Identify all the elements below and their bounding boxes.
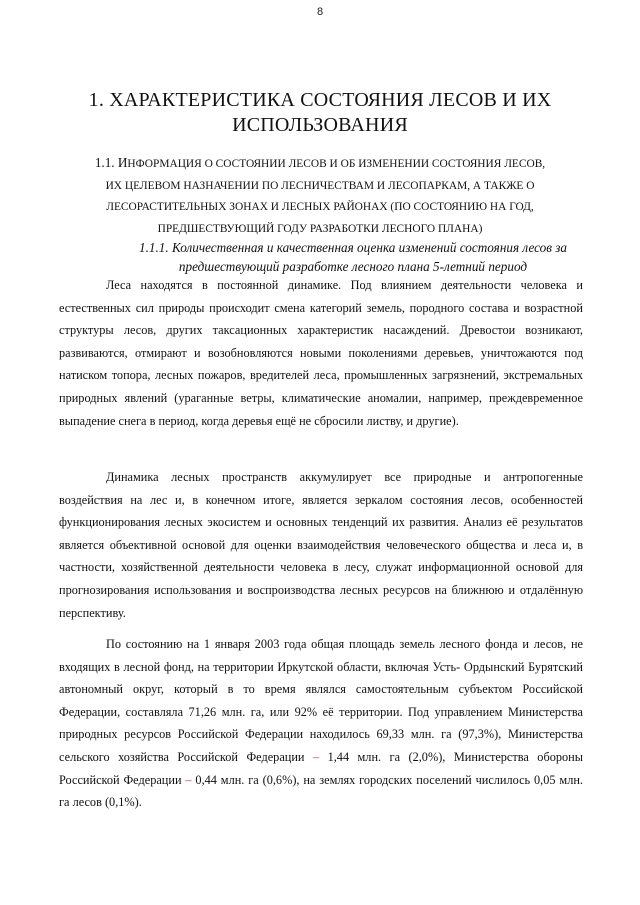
paragraph-3-part-b: 1,44 млн. га (2,0%), Министерства обороны Российской Федерации — [59, 749, 583, 787]
section-heading-text: НФОРМАЦИЯ О СОСТОЯНИИ ЛЕСОВ И ОБ ИЗМЕНЕНИИ СОСТОЯНИЯ ЛЕСОВ, ИХ ЦЕЛЕВОМ НАЗНАЧЕНИИ ПО ЛЕСНИЧЕСТВАМ И ЛЕСОПАРКАМ, А ТАКЖЕ О ЛЕСОРАСТИТЕЛЬНЫХ ЗОНАХ И ЛЕСНЫХ РАЙОНАХ (ПО СОСТОЯНИЮ НА ГОД, ПРЕДШЕСТВУЮЩИЙ ГОДУ РАЗРАБОТКИ ЛЕСНОГО ПЛАНА) — [105, 158, 546, 235]
paragraph-2 — [59, 466, 583, 624]
paragraph-1 — [59, 274, 583, 432]
section-heading-prefix: 1.1. И — [94, 155, 128, 170]
chapter-heading-line-2: ИСПОЛЬЗОВАНИЯ — [232, 114, 408, 136]
paragraph-3-text — [59, 633, 583, 814]
page-number: 8 — [316, 6, 324, 18]
paragraph-1-text: Леса находятся в постоянной динамике. Под влиянием деятельности человека и естественных сил природы происходит смена категорий земель, породного состава и возрастной структуры лесов, других таксационных характеристик насаждений. Древостои возникают, развиваются, отмирают и возобновляются новыми поколениями деревьев, уничтожаются под натиском топора, лесных пожаров, вредителей леса, промышленных загрязнений, экстремальных природных явлений (ураганные ветры, климатические аномалии, например, преждевременное выпадение снега в период, когда деревья ещё не сбросили листву, и другие). — [59, 278, 583, 428]
paragraph-3-part-a: По состоянию на 1 января 2003 года общая площадь земель лесного фонда и лесов, не входящих в лесной фонд, на территории Иркутской области, включая Усть- Ордынский Бурятский автономный округ, который в то время являлся самостоятельным субъектом Российской Федерации, составляла 71,26 млн. га, или 92% её территории. Под управлением Министерства природных ресурсов Российской Федерации находилось 69,33 млн. га (97,3%), Министерства сельского хозяйства Российской Федерации — [59, 637, 583, 764]
paragraph-3-dash-2: – — [185, 772, 192, 787]
section-heading — [90, 153, 550, 239]
paragraph-3-part-c: 0,44 млн. га (0,6%), на землях городских поселений числилось 0,05 млн. га лесов (0,1%). — [59, 772, 583, 810]
paragraph-3 — [59, 633, 583, 814]
paragraph-2-text: Динамика лесных пространств аккумулирует все природные и антропогенные воздействия на лес и, в конечном итоге, является зеркалом состояния лесов, особенностей функционирования лесных экосистем и основных тенденций их развития. Анализ её результатов является объективной основой для оценки взаимодействия человеческого общества и леса и, в частности, хозяйственной деятельности человека в лесу, служат информационной основой для прогнозирования использования и воспроизводства лесных ресурсов на ближнюю и отдалённую перспективу. — [59, 470, 583, 620]
subsection-heading: 1.1.1. Количественная и качественная оценка изменений состояния лесов за предшествующий разработке лесного плана 5-летний период — [138, 240, 568, 274]
chapter-heading — [80, 88, 560, 138]
chapter-heading-line-1: 1. ХАРАКТЕРИСТИКА СОСТОЯНИЯ ЛЕСОВ И ИХ — [88, 89, 552, 111]
paragraph-3-dash-1: – — [312, 749, 320, 764]
